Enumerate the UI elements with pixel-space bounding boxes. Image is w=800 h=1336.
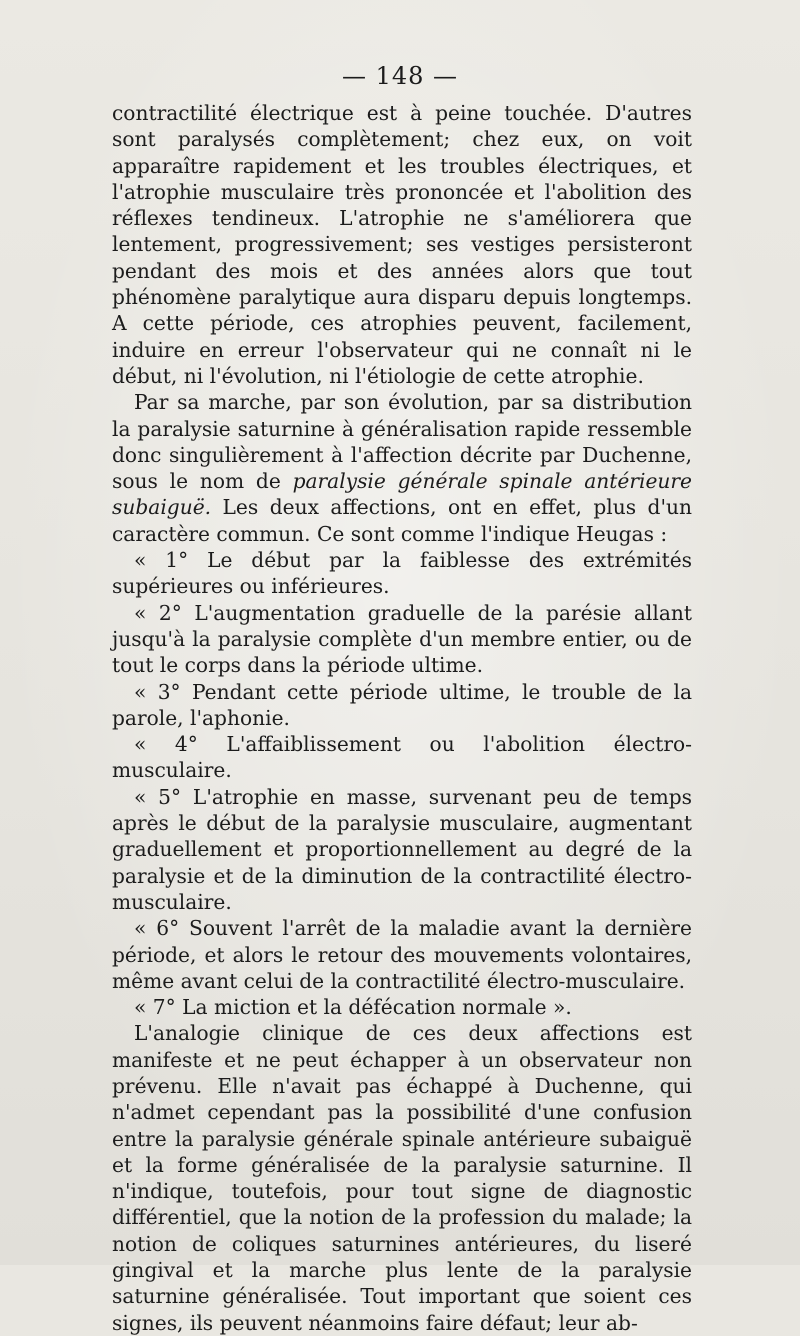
list-item-4: « 4° L'affaiblissement ou l'abolition électro-musculaire. — [112, 732, 692, 783]
list-item-1: « 1° Le début par la faiblesse des extrémités supérieures ou inférieures. — [112, 548, 692, 599]
paragraph-continuation: contractilité électrique est à peine touchée. D'autres sont paralysés complètement; chez eux, on voit apparaître rapidement et les troubles électriques, et l'atrophie musculaire très prononcée et l'abolition des réflexes tendineux. L'atrophie ne s'améliorera que lentement, progressivement; ses vestiges persisteront pendant des mois et des années alors que tout phénomène paralytique aura disparu depuis longtemps. A cette période, ces atrophies peuvent, facilement, induire en erreur l'observateur qui ne connaît ni le début, ni l'évolution, ni l'étiologie de cette atrophie. — [112, 101, 692, 388]
paragraph-text-start: Par sa marche, par son évolution, par sa distribution la paralysie saturnine à généralisation rapide ressemble donc singulièrement à l'affection décrite par Duchenne, sous le nom de — [112, 390, 692, 494]
list-item-3: « 3° Pendant cette période ultime, le trouble de la parole, l'aphonie. — [112, 679, 692, 730]
paragraph-comparison — [112, 389, 692, 547]
list-item-2: « 2° L'augmentation graduelle de la parésie allant jusqu'à la paralysie complète d'un membre entier, ou de tout le corps dans la période ultime. — [112, 600, 692, 678]
paragraph-text-end: Les deux affections, ont en effet, plus d'un caractère commun. Ce sont comme l'indique Heugas : — [112, 495, 692, 546]
paragraph-analogy: L'analogie clinique de ces deux affections est manifeste et ne peut échapper à un observateur non prévenu. Elle n'avait pas échappé à Duchenne, qui n'admet cependant pas la possibilité d'une confusion entre la paralysie générale spinale antérieure subaiguë et la forme généralisée de la paralysie saturnine. Il n'indique, toutefois, pour tout signe de diagnostic différentiel, que la notion de la profession du malade; la notion de coliques saturnines antérieures, du liseré gingival et la marche plus lente de la paralysie saturnine généralisée. Tout important que soient ces signes, ils peuvent néanmoins faire défaut; leur ab- — [112, 1021, 692, 1335]
list-item-7: « 7° La miction et la défécation normale ». — [134, 995, 572, 1020]
list-item-6: « 6° Souvent l'arrêt de la maladie avant la dernière période, et alors le retour des mouvements volontaires, même avant celui de la contractilité électro-musculaire. — [112, 916, 692, 993]
page-number: — 148 — — [341, 62, 459, 90]
disease-name-italic: paralysie générale spinale antérieure subaiguë. — [112, 469, 692, 520]
list-item-5: « 5° L'atrophie en masse, survenant peu de temps après le début de la paralysie musculaire, augmentant graduellement et proportionnellement au degré de la paralysie et de la diminution de la contractilité électro-musculaire. — [112, 784, 692, 914]
body-text — [112, 100, 692, 1336]
